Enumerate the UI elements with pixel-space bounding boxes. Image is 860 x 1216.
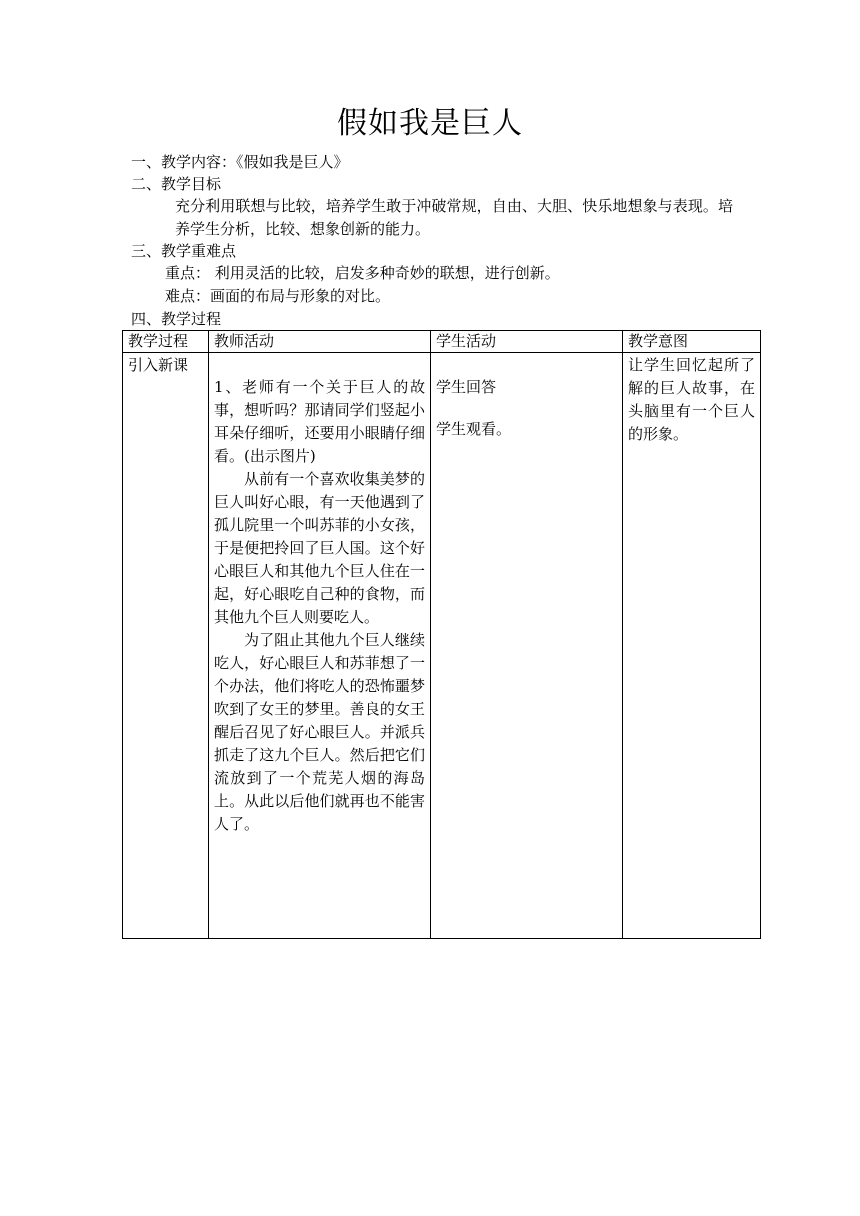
- student-activity-2: 学生观看。: [436, 420, 512, 438]
- header-teacher-activity: 教师活动: [209, 331, 431, 353]
- cell-teacher-activity: [209, 353, 431, 939]
- key-point: 重点： 利用灵活的比较，启发多种奇妙的联想，进行创新。: [165, 264, 560, 282]
- header-student-activity: 学生活动: [431, 331, 623, 353]
- goals-text: 充分利用联想与比较，培养学生敢于冲破常规，自由、大胆、快乐地想象与表现。培养学生分析，比较、想象创新的能力。: [175, 197, 733, 238]
- cell-intent: [623, 353, 761, 939]
- table-header-row: [123, 331, 761, 353]
- student-activity-1: 学生回答: [436, 378, 497, 396]
- cell-stage: [123, 353, 209, 939]
- teacher-activity-1: 1、老师有一个关于巨人的故事，想听吗？那请同学们竖起小耳朵仔细听，还要用小眼睛仔细看。(出示图片): [214, 378, 425, 465]
- header-stage: 教学过程: [123, 331, 209, 353]
- difficult-point: 难点：画面的布局与形象的对比。: [165, 287, 391, 305]
- section-key-heading: 三、教学重难点: [131, 242, 237, 260]
- intent-text: 让学生回忆起所了解的巨人故事，在头脑里有一个巨人的形象。: [628, 356, 755, 443]
- cell-student-activity: [431, 353, 623, 939]
- table-row: [123, 353, 761, 939]
- document-title: 假如我是巨人: [337, 106, 523, 141]
- section-content-line: 一、教学内容：《假如我是巨人》: [131, 153, 349, 171]
- section-process-heading: 四、教学过程: [131, 310, 222, 328]
- teacher-activity-2: 从前有一个喜欢收集美梦的巨人叫好心眼，有一天他遇到了孤儿院里一个叫苏菲的小女孩，于是便把拎回了巨人国。这个好心眼巨人和其他九个巨人住在一起，好心眼吃自己种的食物，而其他九个巨人则要吃人。: [214, 470, 425, 626]
- teaching-process-table: [122, 330, 761, 939]
- stage-text: 引入新课: [128, 356, 189, 374]
- goals-paragraph: [175, 195, 733, 240]
- header-intent: 教学意图: [623, 331, 761, 353]
- section-goals-heading: 二、教学目标: [131, 175, 222, 193]
- teacher-activity-3: 为了阻止其他九个巨人继续吃人，好心眼巨人和苏菲想了一个办法，他们将吃人的恐怖噩梦吹到了女王的梦里。善良的女王醒后召见了好心眼巨人。并派兵抓走了这九个巨人。然后把它们流放到了一个荒芜人烟的海岛上。从此以后他们就再也不能害人了。: [214, 631, 425, 833]
